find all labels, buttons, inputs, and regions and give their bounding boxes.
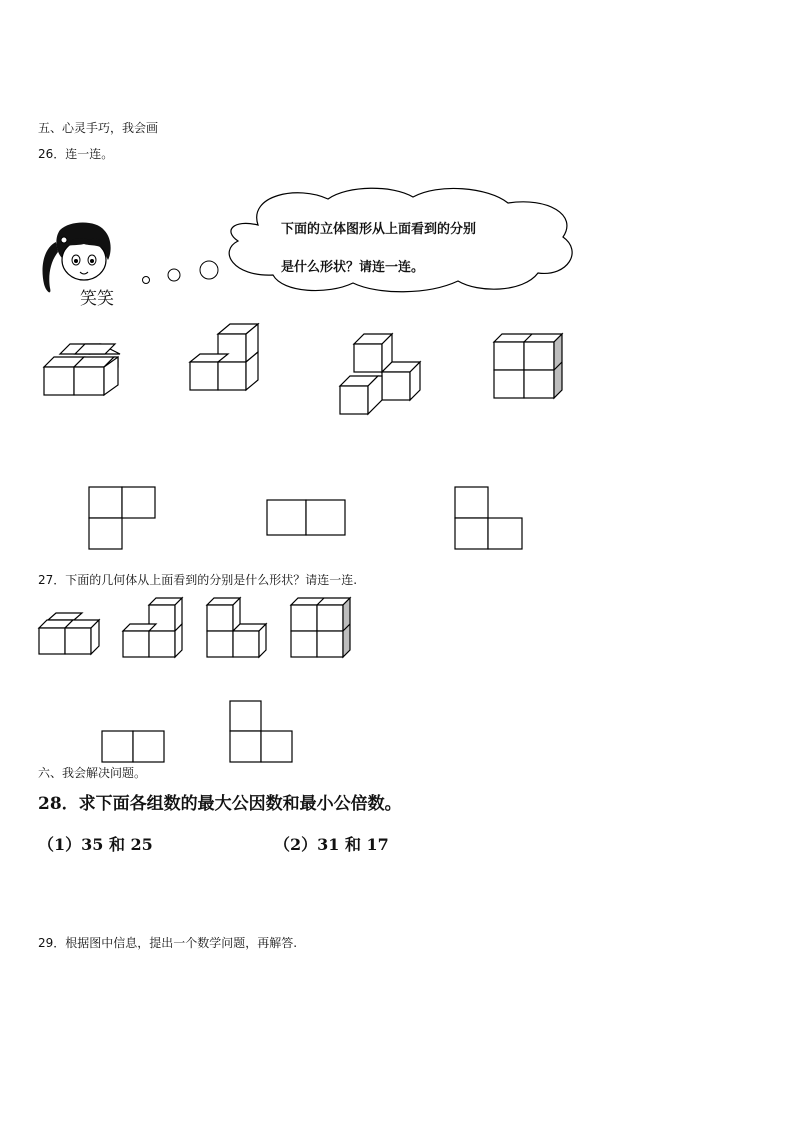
question-26-label: 26．连一连。	[38, 147, 114, 161]
q26-top-view-2	[266, 499, 348, 537]
q26-solid-c	[338, 332, 428, 422]
q27-solid-c	[206, 596, 270, 660]
bubble-text-line-2: 是什么形状？请连一连。	[281, 260, 425, 275]
character-name: 笑笑	[80, 289, 114, 309]
question-27-label: 27．下面的几何体从上面看到的分别是什么形状？请连一连.	[38, 573, 358, 587]
q27-top-view-2	[229, 700, 295, 764]
thought-dots	[138, 255, 223, 290]
q27-top-view-1	[101, 730, 167, 764]
q26-solid-a	[40, 340, 125, 400]
question-28-label: 28．求下面各组数的最大公因数和最小公倍数。	[38, 794, 402, 814]
q26-top-view-1	[88, 486, 158, 552]
question-28-part-2: （2）31 和 17	[274, 835, 389, 854]
q27-solid-d	[290, 596, 354, 660]
question-28-part-1: （1）35 和 25	[38, 835, 153, 854]
q27-solid-b	[122, 596, 186, 660]
q26-top-view-3	[454, 486, 526, 552]
section-6-title: 六、我会解决问题。	[38, 766, 147, 780]
bubble-text-line-1: 下面的立体图形从上面看到的分别	[281, 222, 477, 237]
q27-solid-a	[38, 610, 102, 658]
speech-cloud-bubble	[218, 185, 583, 295]
q26-solid-d	[490, 330, 570, 402]
q26-solid-b	[188, 320, 268, 398]
question-29-label: 29．根据图中信息，提出一个数学问题，再解答.	[38, 936, 298, 950]
section-5-title: 五、心灵手巧，我会画	[38, 121, 159, 135]
